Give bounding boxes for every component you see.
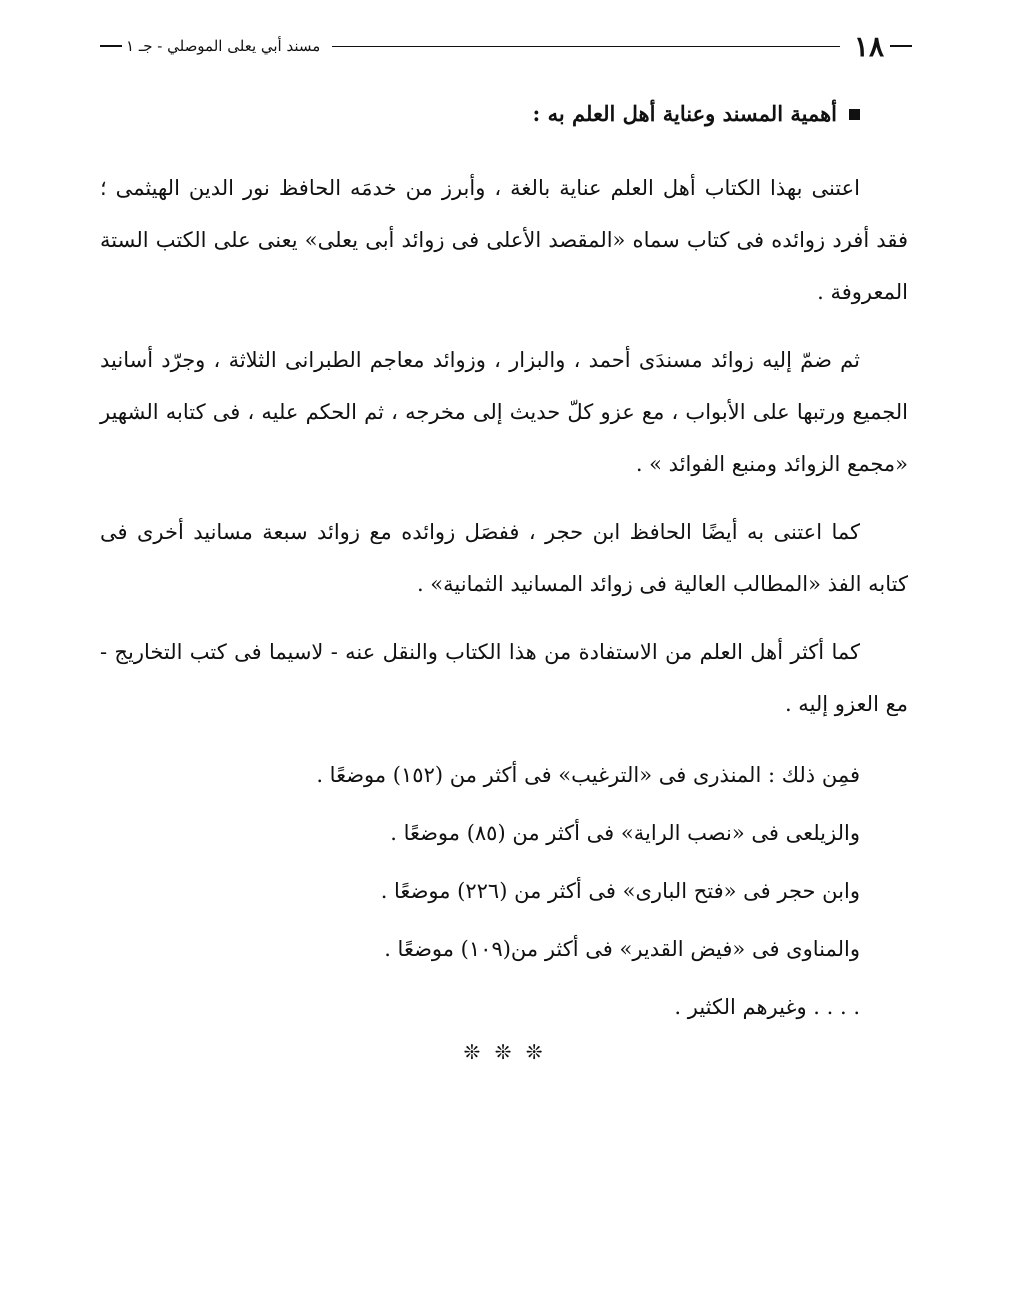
- section-end-ornament: ❊ ❊ ❊: [463, 1040, 547, 1064]
- section-heading: [100, 88, 860, 140]
- example-item: فمِن ذلك : المنذرى فى «الترغيب» فى أكثر من (١٥٢) موضعًا .: [316, 763, 860, 787]
- header-dash-left: [100, 45, 122, 47]
- page-number: ١٨: [853, 29, 884, 63]
- example-item: وابن حجر فى «فتح البارى» فى أكثر من (٢٢٦) موضعًا .: [380, 879, 860, 903]
- example-item: والمناوى فى «فيض القدير» فى أكثر من(١٠٩) موضعًا .: [384, 937, 860, 961]
- example-item: . . . . وغيرهم الكثير .: [674, 995, 860, 1019]
- paragraph: اعتنى بهذا الكتاب أهل العلم عناية بالغة ، وأبرز من خدمَه الحافظ نور الدين الهيثمى ؛ فقد أفرد زوائده فى كتاب سماه «المقصد الأعلى فى زوائد أبى يعلى» يعنى على الكتب الستة المعروفة .: [100, 176, 908, 304]
- book-title: مسند أبي يعلى الموصلي - جـ ١: [126, 37, 321, 55]
- paragraph: ثم ضمّ إليه زوائد مسندَى أحمد ، والبزار ، وزوائد معاجم الطبرانى الثلاثة ، وجرّد أسانيد الجميع ورتبها على الأبواب ، مع عزو كلّ حديث إلى مخرجه ، ثم الحكم عليه ، فى كتابه الشهير «مجمع الزوائد ومنبع الفوائد » .: [100, 348, 908, 476]
- body-text: [100, 88, 908, 1036]
- examples-list: [100, 746, 860, 1036]
- header-rule: [332, 46, 840, 47]
- example-item: والزيلعى فى «نصب الراية» فى أكثر من (٨٥) موضعًا .: [390, 821, 860, 845]
- section-heading-text: أهمية المسند وعناية أهل العلم به :: [532, 101, 837, 126]
- square-bullet-icon: [849, 109, 860, 120]
- header-dash-right: [890, 45, 912, 47]
- paragraph: كما أكثر أهل العلم من الاستفادة من هذا الكتاب والنقل عنه - لاسيما فى كتب التخاريج - مع العزو إليه .: [100, 640, 908, 716]
- running-header: [100, 28, 912, 64]
- paragraph: كما اعتنى به أيضًا الحافظ ابن حجر ، ففصَل زوائده مع زوائد سبعة مسانيد أخرى فى كتابه الفذ «المطالب العالية فى زوائد المسانيد الثمانية» .: [100, 520, 908, 596]
